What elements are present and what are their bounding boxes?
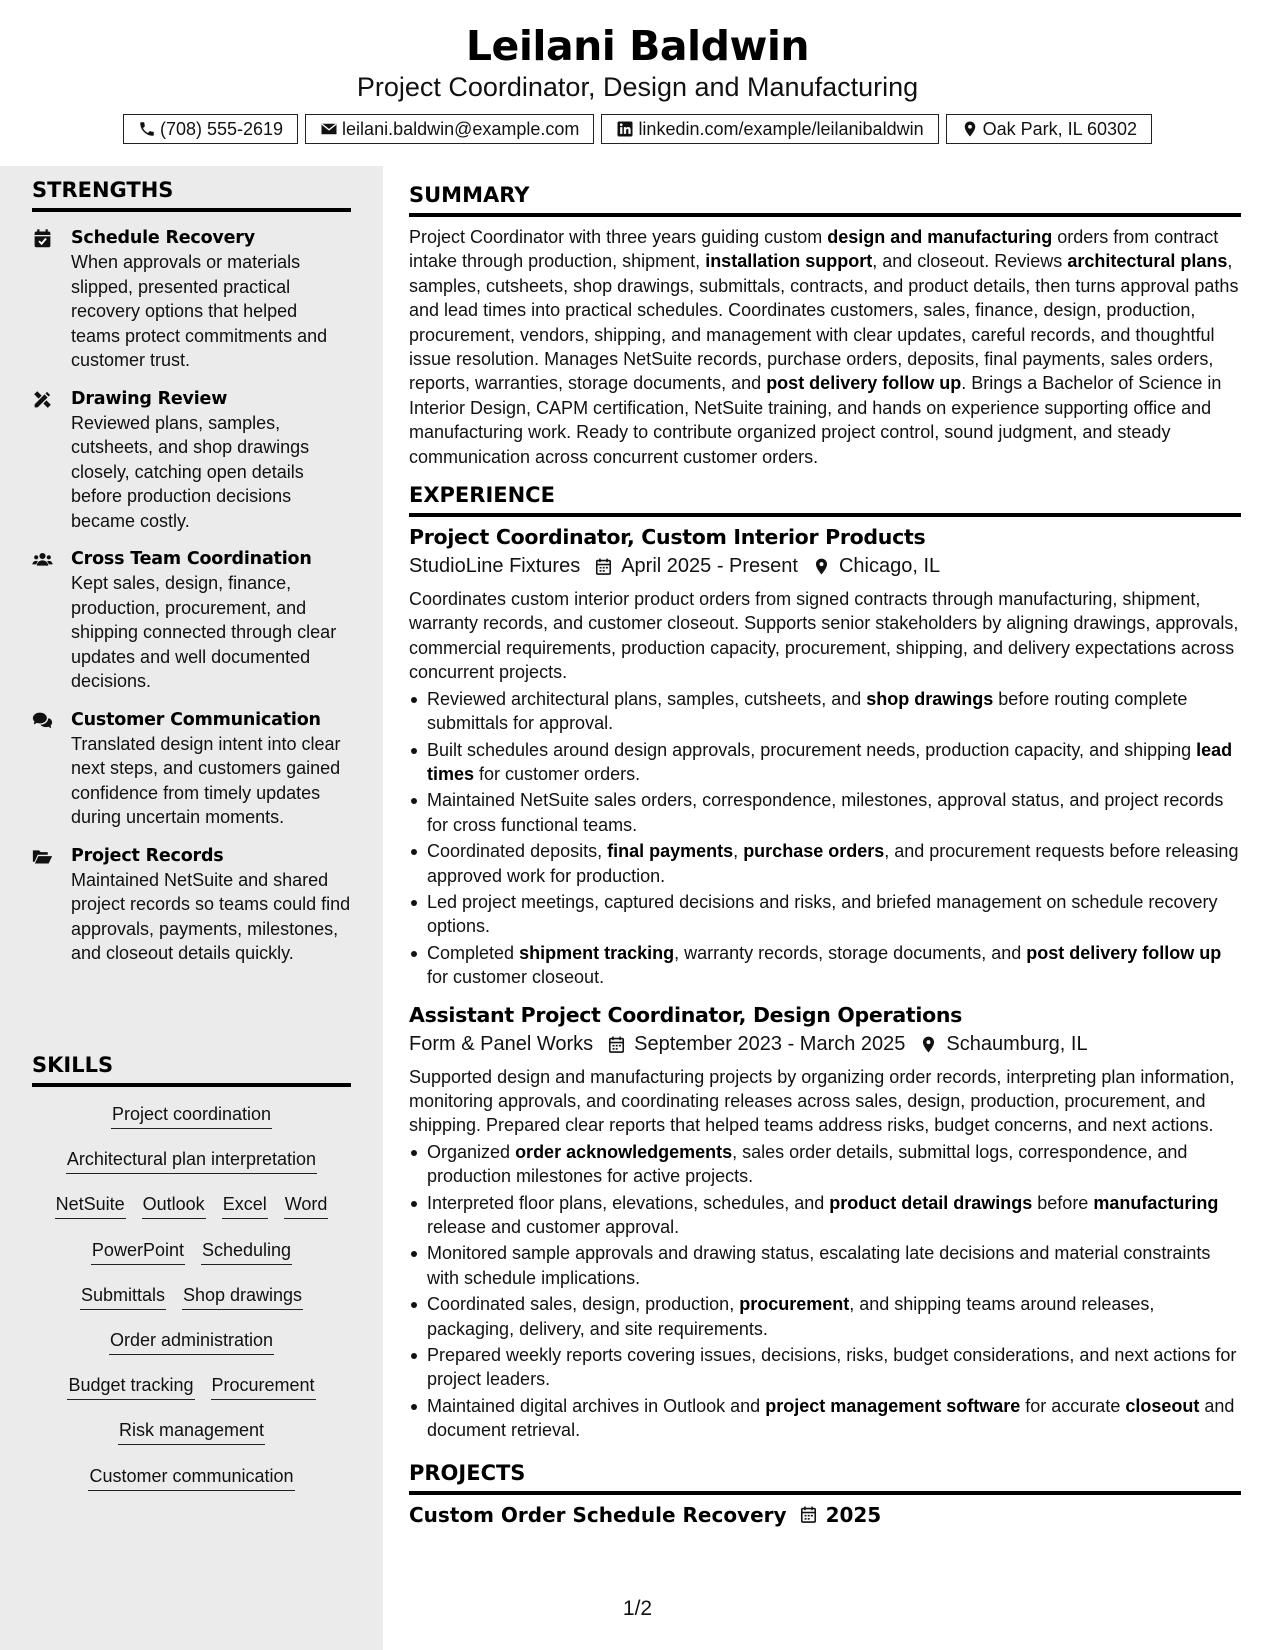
calendar-icon bbox=[799, 1505, 818, 1524]
job-bullets bbox=[409, 687, 1241, 990]
strength-title: Project Records bbox=[71, 845, 224, 866]
bold-keyword: shipment tracking bbox=[519, 942, 675, 963]
pencil-ruler-icon bbox=[32, 389, 53, 410]
skill-tag: Submittals bbox=[80, 1282, 166, 1310]
contact-location-text: Oak Park, IL 60302 bbox=[982, 118, 1138, 139]
project-name: Custom Order Schedule Recovery bbox=[409, 1502, 787, 1527]
project-year: 2025 bbox=[825, 1502, 882, 1527]
contact-bar bbox=[0, 114, 1275, 144]
projects-section bbox=[409, 1461, 1241, 1527]
bullet-item: Prepared weekly reports covering issues, decisions, risks, budget considerations, and next actions for project leaders. bbox=[409, 1343, 1241, 1392]
envelope-icon bbox=[320, 120, 338, 138]
bold-keyword: purchase orders bbox=[743, 841, 885, 862]
skill-row bbox=[32, 1417, 351, 1462]
contact-email-text: leilani.baldwin@example.com bbox=[342, 118, 580, 139]
contact-phone bbox=[123, 114, 298, 144]
bold-keyword: design and manufacturing bbox=[827, 227, 1053, 247]
skill-row bbox=[32, 1237, 351, 1282]
skill-tag: Scheduling bbox=[201, 1237, 292, 1265]
skill-tag: Project coordination bbox=[111, 1101, 272, 1129]
strength-description: Maintained NetSuite and shared project records so teams could find approvals, payments, milestones, and closeout details quickly. bbox=[71, 869, 351, 963]
bold-keyword: post delivery follow up bbox=[766, 373, 962, 394]
bullet-item: Interpreted floor plans, elevations, schedules, and product detail drawings before manufacturing release and customer approval. bbox=[409, 1191, 1241, 1240]
calendar-check-icon bbox=[32, 228, 53, 249]
job-location: Schaumburg, IL bbox=[946, 1032, 1088, 1055]
skill-row bbox=[32, 1372, 351, 1417]
bullet-item: Organized order acknowledgements, sales order details, submittal logs, correspondence, and production milestones for active projects. bbox=[409, 1140, 1241, 1189]
job-meta bbox=[409, 1033, 1241, 1056]
skill-tag: Shop drawings bbox=[182, 1282, 303, 1310]
contact-email bbox=[305, 114, 594, 144]
skill-tag: PowerPoint bbox=[91, 1237, 185, 1265]
calendar-icon bbox=[607, 1035, 626, 1054]
bullet-item: Maintained digital archives in Outlook and project management software for accurate closeout and document retrieval. bbox=[409, 1394, 1241, 1443]
calendar-icon bbox=[594, 557, 613, 576]
skill-tag: Order administration bbox=[109, 1327, 274, 1355]
bullet-item: Led project meetings, captured decisions and risks, and briefed management on schedule recovery options. bbox=[409, 890, 1241, 939]
job-dates: September 2023 - March 2025 bbox=[634, 1032, 906, 1055]
skill-tag: Customer communication bbox=[88, 1463, 294, 1491]
job-title: Assistant Project Coordinator, Design Operations bbox=[409, 1002, 963, 1027]
bold-keyword: final payments bbox=[607, 841, 734, 862]
skill-tag: Risk management bbox=[118, 1417, 265, 1445]
strength-description: Reviewed plans, samples, cutsheets, and shop drawings closely, catching open details before production decisions became costly. bbox=[71, 412, 310, 531]
bold-keyword: shop drawings bbox=[866, 688, 994, 709]
job-dates: April 2025 - Present bbox=[621, 555, 798, 578]
strength-item bbox=[32, 844, 351, 966]
strength-description: Translated design intent into clear next steps, and customers gained confidence from timely updates during uncertain moments. bbox=[71, 733, 341, 827]
strength-title: Customer Communication bbox=[71, 709, 321, 730]
skill-tag: Procurement bbox=[211, 1372, 316, 1400]
bullet-item: Monitored sample approvals and drawing status, escalating late decisions and material constraints with schedule implications. bbox=[409, 1241, 1241, 1290]
map-pin-icon bbox=[919, 1035, 938, 1054]
bold-keyword: product detail drawings bbox=[829, 1192, 1033, 1213]
job-entry bbox=[409, 525, 1241, 990]
bullet-item: Completed shipment tracking, warranty records, storage documents, and post delivery follow up for customer closeout. bbox=[409, 941, 1241, 990]
strength-title: Cross Team Coordination bbox=[71, 549, 312, 569]
job-description: Coordinates custom interior product orders from signed contracts through manufacturing, shipment, warranty records, and customer closeout. Supports senior stakeholders by aligning drawings, approvals, commercial requirements, production capacity, procurement, shipping, and delivery expectations across concurrent projects. bbox=[409, 589, 1239, 683]
skill-tag: NetSuite bbox=[55, 1191, 126, 1219]
job-location: Chicago, IL bbox=[838, 555, 941, 578]
contact-linkedin bbox=[601, 114, 938, 144]
users-icon bbox=[32, 549, 53, 570]
skill-row bbox=[32, 1282, 351, 1327]
bold-keyword: architectural plans bbox=[1067, 251, 1228, 272]
strength-description: Kept sales, design, finance, production, procurement, and shipping connected through clear updates and well documented decisions. bbox=[71, 573, 337, 691]
bullet-item: Reviewed architectural plans, samples, cutsheets, and shop drawings before routing complete submittals for approval. bbox=[409, 687, 1241, 736]
contact-phone-text: (708) 555-2619 bbox=[159, 118, 284, 139]
contact-linkedin-text: linkedin.com/example/leilanibaldwin bbox=[638, 118, 924, 139]
strengths-heading: STRENGTHS bbox=[32, 178, 351, 212]
map-pin-icon bbox=[812, 557, 831, 576]
contact-location bbox=[946, 114, 1152, 144]
skill-row bbox=[32, 1463, 351, 1508]
bullet-item: Coordinated deposits, final payments, purchase orders, and procurement requests before releasing approved work for production. bbox=[409, 839, 1241, 888]
experience-section bbox=[409, 483, 1241, 1443]
job-description: Supported design and manufacturing projects by organizing order records, interpreting plan information, monitoring approvals, and coordinating releases across sales, design, production, procurement, and shipping. Prepared clear reports that helped teams address risks, budget concerns, and next actions. bbox=[409, 1066, 1235, 1136]
strength-item bbox=[32, 708, 351, 830]
job-meta bbox=[409, 555, 1241, 578]
skill-tag: Word bbox=[284, 1191, 329, 1219]
bold-keyword: closeout bbox=[1125, 1395, 1200, 1416]
strength-item bbox=[32, 387, 351, 534]
skill-row bbox=[32, 1146, 351, 1191]
project-list bbox=[409, 1503, 1241, 1527]
job-company: StudioLine Fixtures bbox=[409, 555, 581, 578]
skills-heading: SKILLS bbox=[32, 1053, 351, 1087]
skills-section bbox=[32, 1053, 351, 1508]
strength-title: Drawing Review bbox=[71, 388, 228, 409]
skill-row bbox=[32, 1327, 351, 1372]
phone-icon bbox=[138, 120, 156, 138]
job-list bbox=[409, 525, 1241, 1443]
strength-item bbox=[32, 547, 351, 694]
bold-keyword: manufacturing bbox=[1093, 1192, 1219, 1213]
sidebar bbox=[0, 166, 383, 1650]
linkedin-icon bbox=[616, 120, 634, 138]
page-number: 1/2 bbox=[622, 1597, 653, 1620]
candidate-headline: Project Coordinator, Design and Manufacturing bbox=[356, 72, 919, 102]
candidate-name: Leilani Baldwin bbox=[465, 22, 810, 70]
skill-row bbox=[32, 1101, 351, 1146]
bold-keyword: installation support bbox=[705, 251, 873, 272]
folder-open-icon bbox=[32, 846, 53, 867]
experience-heading: EXPERIENCE bbox=[409, 483, 1241, 517]
job-entry bbox=[409, 1003, 1241, 1443]
project-title bbox=[409, 1503, 1241, 1527]
bold-keyword: post delivery follow up bbox=[1026, 942, 1222, 963]
bold-keyword: lead times bbox=[427, 739, 1233, 784]
bold-keyword: procurement bbox=[739, 1294, 850, 1315]
projects-heading: PROJECTS bbox=[409, 1461, 1241, 1495]
main-content bbox=[409, 166, 1241, 1527]
bold-keyword: order acknowledgements bbox=[515, 1141, 733, 1162]
skills-list bbox=[32, 1101, 351, 1508]
summary-section bbox=[409, 183, 1241, 469]
map-pin-icon bbox=[961, 120, 979, 138]
skill-tag: Architectural plan interpretation bbox=[66, 1146, 317, 1174]
summary-heading: SUMMARY bbox=[409, 183, 1241, 217]
bold-keyword: project management software bbox=[765, 1395, 1021, 1416]
strength-item bbox=[32, 226, 351, 373]
job-company: Form & Panel Works bbox=[409, 1032, 594, 1055]
summary-text: Project Coordinator with three years guiding custom design and manufacturing orders from contract intake through production, shipment, installation support, and closeout. Reviews architectural plans, samples, cutsheets, shop drawings, submittals, contracts, and product details, then turns approval paths and lead times into practical schedules. Coordinates customers, sales, finance, design, production, procurement, vendors, shipping, and management with clear updates, careful records, and thoughtful issue resolution. Manages NetSuite records, purchase orders, deposits, final payments, sales orders, reports, warranties, storage documents, and post delivery follow up. Brings a Bachelor of Science in Interior Design, CAPM certification, NetSuite training, and hands on experience supporting office and manufacturing work. Ready to contribute organized project control, sound judgment, and steady communication across concurrent customer orders. bbox=[409, 227, 1239, 467]
bullet-item: Built schedules around design approvals, procurement needs, production capacity, and shipping lead times for customer orders. bbox=[409, 738, 1241, 787]
skill-row bbox=[32, 1191, 351, 1236]
strength-title: Schedule Recovery bbox=[71, 228, 255, 248]
skill-tag: Excel bbox=[222, 1191, 268, 1219]
skill-tag: Budget tracking bbox=[67, 1372, 194, 1400]
bullet-item: Maintained NetSuite sales orders, correspondence, milestones, approval status, and project records for cross functional teams. bbox=[409, 788, 1241, 837]
job-bullets bbox=[409, 1140, 1241, 1443]
comments-icon bbox=[32, 710, 53, 731]
job-title: Project Coordinator, Custom Interior Products bbox=[409, 525, 926, 550]
strength-description: When approvals or materials slipped, presented practical recovery options that helped teams protect commitments and customer trust. bbox=[71, 252, 328, 370]
strengths-section bbox=[32, 178, 351, 966]
skill-tag: Outlook bbox=[142, 1191, 206, 1219]
bullet-item: Coordinated sales, design, production, procurement, and shipping teams around releases, packaging, delivery, and site requirements. bbox=[409, 1292, 1241, 1341]
